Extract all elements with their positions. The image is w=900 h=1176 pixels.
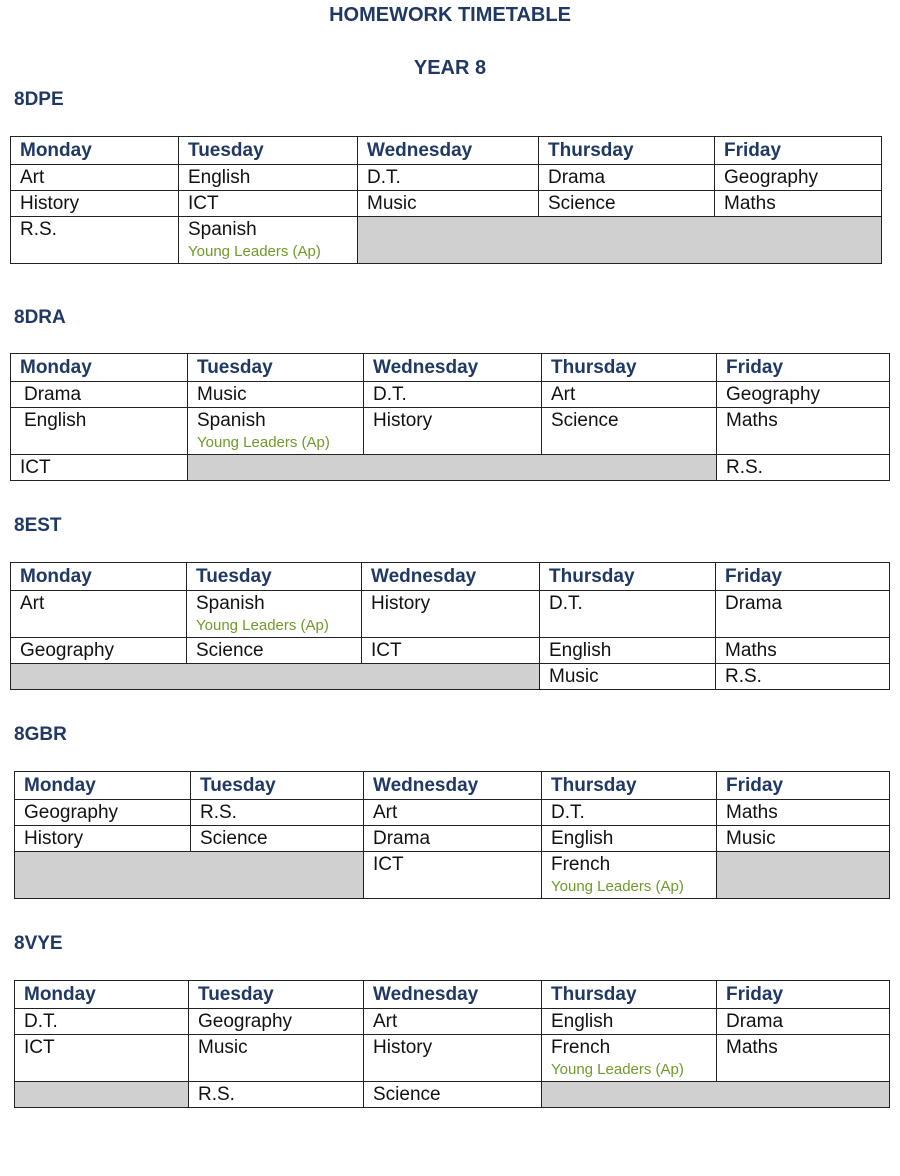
table-row (15, 1035, 890, 1082)
table-cell: Drama (716, 591, 890, 638)
table-cell: ICT (15, 1035, 189, 1082)
header-monday: Monday (15, 981, 189, 1009)
table-cell: ICT (11, 455, 188, 481)
table-cell: D.T. (540, 591, 716, 638)
table-cell: D.T. (542, 800, 717, 826)
table-cell: Drama (364, 826, 542, 852)
table-cell: English (542, 826, 717, 852)
timetable-8gbr (14, 771, 890, 899)
table-cell: R.S. (11, 217, 179, 264)
table-cell: Science (187, 638, 362, 664)
table-cell: Geography (715, 165, 882, 191)
subject-text: French (551, 1037, 611, 1058)
table-cell: Maths (717, 1035, 890, 1082)
header-thursday: Thursday (542, 354, 717, 382)
subject-text: French (551, 854, 611, 875)
table-row (11, 217, 882, 264)
table-cell: Music (358, 191, 539, 217)
header-wednesday: Wednesday (364, 981, 542, 1009)
table-cell: R.S. (191, 800, 364, 826)
table-cell: Geography (717, 382, 890, 408)
table-row (11, 408, 890, 455)
table-row (11, 382, 890, 408)
table-cell: ICT (364, 852, 542, 899)
table-cell: English (542, 1009, 717, 1035)
table-cell: English (179, 165, 358, 191)
table-cell: Music (189, 1035, 364, 1082)
table-row (15, 852, 890, 899)
page-title: HOMEWORK TIMETABLE (329, 4, 571, 26)
table-row (11, 591, 890, 638)
empty-cell (358, 217, 882, 264)
class-label: 8GBR (14, 724, 67, 745)
header-thursday: Thursday (539, 137, 715, 165)
class-label: 8DRA (14, 307, 66, 328)
table-header-row (11, 137, 882, 165)
table-cell: History (364, 408, 542, 455)
table-cell: R.S. (189, 1082, 364, 1108)
table-cell: Music (717, 826, 890, 852)
table-row (15, 826, 890, 852)
table-cell (542, 1035, 717, 1082)
young-leaders-note: Young Leaders (Ap) (196, 617, 329, 634)
header-wednesday: Wednesday (362, 563, 540, 591)
table-cell: Art (11, 591, 187, 638)
table-cell: Music (540, 664, 716, 690)
table-row (11, 165, 882, 191)
table-cell: Geography (189, 1009, 364, 1035)
table-cell: Drama (717, 1009, 890, 1035)
table-cell: R.S. (716, 664, 890, 690)
header-friday: Friday (717, 981, 890, 1009)
table-cell: Art (11, 165, 179, 191)
header-monday: Monday (11, 354, 188, 382)
header-wednesday: Wednesday (364, 354, 542, 382)
table-cell (542, 852, 717, 899)
table-cell: Maths (716, 638, 890, 664)
subject-text: Spanish (188, 219, 257, 240)
table-cell: D.T. (364, 382, 542, 408)
empty-cell (11, 664, 540, 690)
table-header-row (11, 563, 890, 591)
table-cell: Science (542, 408, 717, 455)
table-cell: Science (191, 826, 364, 852)
table-cell (179, 217, 358, 264)
table-cell: Science (364, 1082, 542, 1108)
header-monday: Monday (15, 772, 191, 800)
table-row (11, 191, 882, 217)
header-tuesday: Tuesday (191, 772, 364, 800)
table-cell: Maths (717, 408, 890, 455)
header-wednesday: Wednesday (364, 772, 542, 800)
table-cell: ICT (179, 191, 358, 217)
header-tuesday: Tuesday (187, 563, 362, 591)
class-label: 8VYE (14, 933, 63, 954)
header-monday: Monday (11, 137, 179, 165)
table-cell: Art (542, 382, 717, 408)
empty-cell (188, 455, 717, 481)
subject-text: Spanish (197, 410, 266, 431)
empty-cell (542, 1082, 890, 1108)
young-leaders-note: Young Leaders (Ap) (188, 243, 321, 260)
header-thursday: Thursday (542, 981, 717, 1009)
header-monday: Monday (11, 563, 187, 591)
header-friday: Friday (716, 563, 890, 591)
table-cell: History (362, 591, 540, 638)
table-header-row (11, 354, 890, 382)
table-cell: Art (364, 1009, 542, 1035)
table-cell: D.T. (15, 1009, 189, 1035)
header-tuesday: Tuesday (188, 354, 364, 382)
table-cell: English (540, 638, 716, 664)
table-cell: History (364, 1035, 542, 1082)
table-cell: History (15, 826, 191, 852)
table-row (11, 455, 890, 481)
table-cell: Maths (717, 800, 890, 826)
header-tuesday: Tuesday (179, 137, 358, 165)
table-row (11, 638, 890, 664)
table-row (15, 1082, 890, 1108)
table-header-row (15, 981, 890, 1009)
page-subtitle: YEAR 8 (413, 57, 487, 79)
table-cell: Drama (11, 382, 188, 408)
empty-cell (717, 852, 890, 899)
young-leaders-note: Young Leaders (Ap) (551, 878, 684, 895)
header-friday: Friday (715, 137, 882, 165)
table-row (15, 800, 890, 826)
table-cell: D.T. (358, 165, 539, 191)
table-row (11, 664, 890, 690)
class-label: 8EST (14, 515, 62, 536)
table-cell (188, 408, 364, 455)
young-leaders-note: Young Leaders (Ap) (197, 434, 330, 451)
table-cell: Music (188, 382, 364, 408)
table-cell: English (11, 408, 188, 455)
timetable-8est (10, 562, 890, 690)
table-cell: R.S. (717, 455, 890, 481)
table-cell: Art (364, 800, 542, 826)
header-tuesday: Tuesday (189, 981, 364, 1009)
subject-text: Spanish (196, 593, 265, 614)
timetable-8dra (10, 353, 890, 481)
table-cell (187, 591, 362, 638)
timetable-8dpe (10, 136, 882, 264)
table-cell: Geography (15, 800, 191, 826)
table-cell: Science (539, 191, 715, 217)
empty-cell (15, 1082, 189, 1108)
table-cell: Maths (715, 191, 882, 217)
table-cell: Geography (11, 638, 187, 664)
header-friday: Friday (717, 354, 890, 382)
table-cell: Drama (539, 165, 715, 191)
timetable-8vye (14, 980, 890, 1108)
header-friday: Friday (717, 772, 890, 800)
header-thursday: Thursday (540, 563, 716, 591)
young-leaders-note: Young Leaders (Ap) (551, 1061, 684, 1078)
header-thursday: Thursday (542, 772, 717, 800)
empty-cell (15, 852, 364, 899)
table-cell: History (11, 191, 179, 217)
header-wednesday: Wednesday (358, 137, 539, 165)
table-cell: ICT (362, 638, 540, 664)
table-header-row (15, 772, 890, 800)
table-row (15, 1009, 890, 1035)
class-label: 8DPE (14, 89, 64, 110)
